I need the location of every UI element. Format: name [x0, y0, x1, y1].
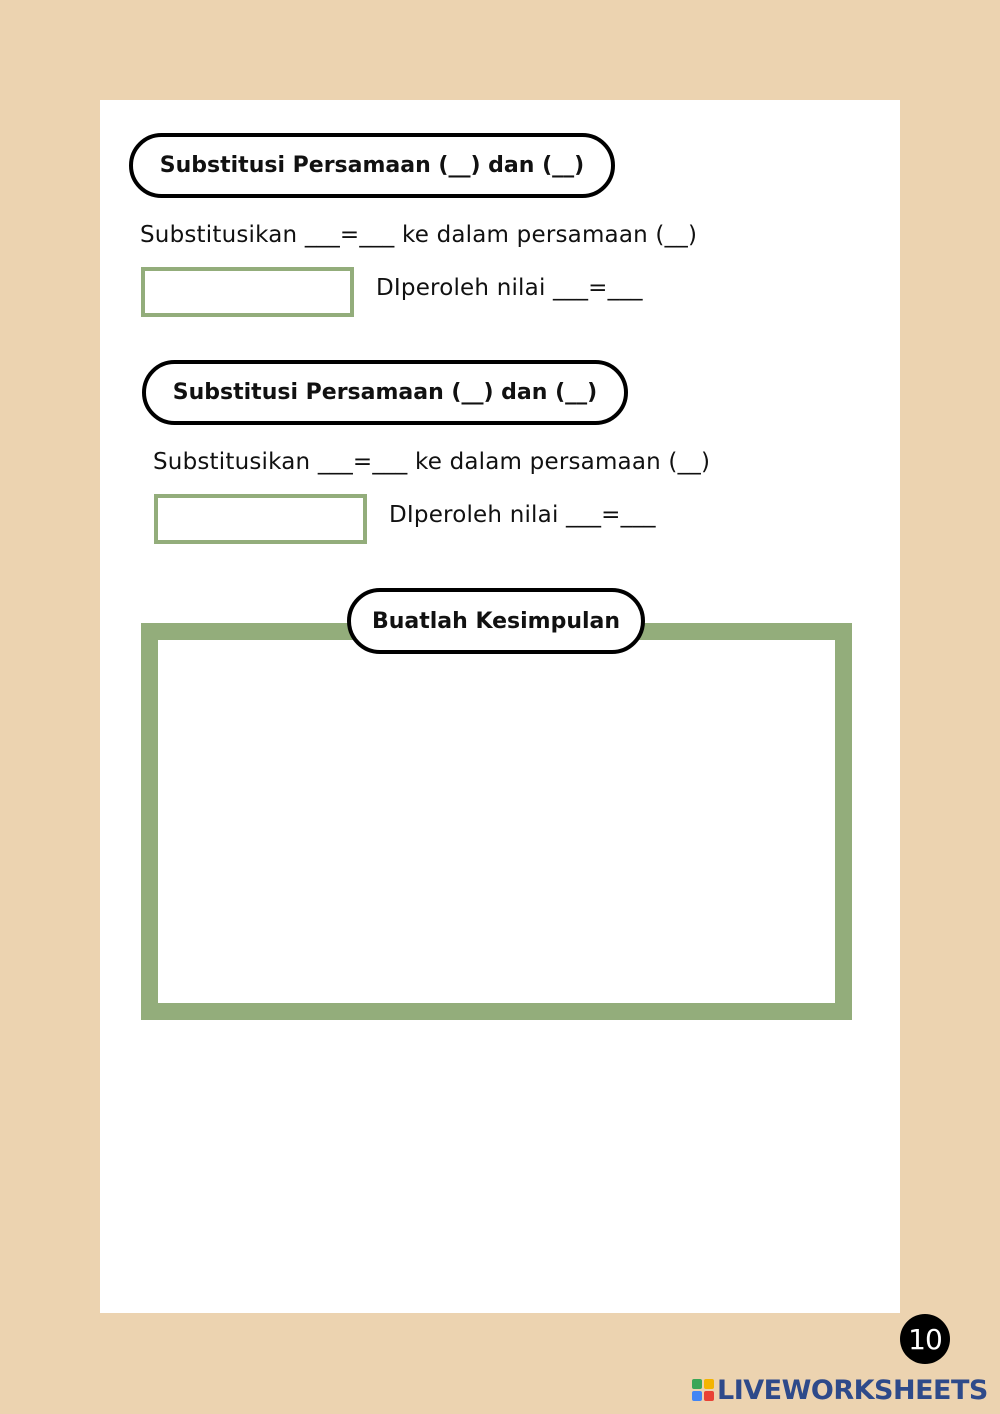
section-1-answer-input[interactable] — [141, 267, 354, 317]
section-2-answer-input[interactable] — [154, 494, 367, 544]
section-1-heading — [129, 133, 615, 198]
page-number-badge — [900, 1314, 950, 1364]
conclusion-heading — [347, 588, 645, 654]
conclusion-answer-area[interactable] — [141, 623, 852, 1020]
section-2-result: DIperoleh nilai ___=___ — [389, 502, 656, 528]
brand-name: LIVEWORKSHEETS — [717, 1374, 988, 1406]
section-2-instruction: Substitusikan ___=___ ke dalam persamaan (__) — [153, 449, 711, 475]
liveworksheets-brand[interactable] — [692, 1373, 988, 1407]
page-number-text: 10 — [908, 1322, 942, 1356]
section-2-heading-text: Substitusi Persamaan (__) dan (__) — [172, 380, 598, 405]
section-1-instruction: Substitusikan ___=___ ke dalam persamaan (__) — [140, 222, 698, 248]
conclusion-heading-text: Buatlah Kesimpulan — [371, 608, 621, 634]
section-1-heading-text: Substitusi Persamaan (__) dan (__) — [159, 153, 585, 178]
section-2-heading — [142, 360, 628, 425]
section-1-result: DIperoleh nilai ___=___ — [376, 275, 643, 301]
liveworksheets-logo-icon — [692, 1379, 714, 1401]
